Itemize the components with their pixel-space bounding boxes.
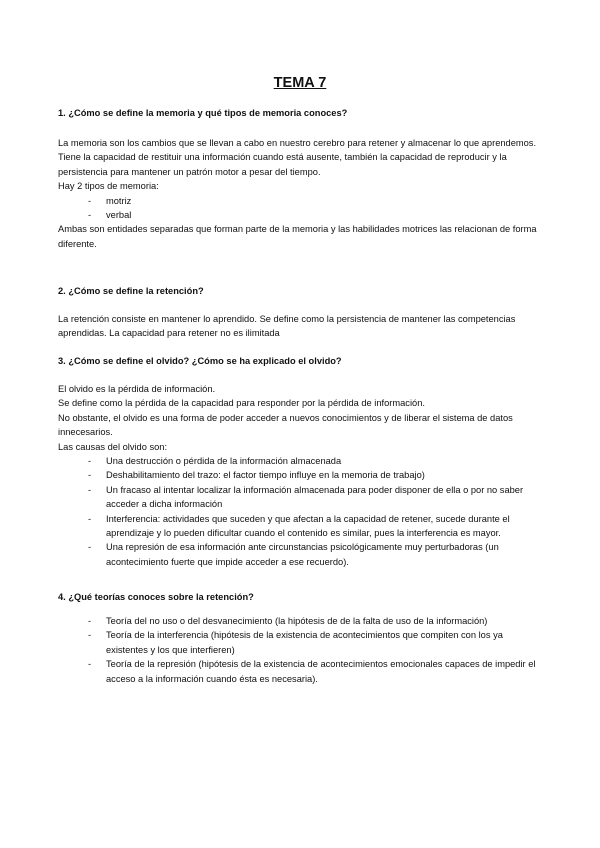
paragraph: La memoria son los cambios que se llevan a cabo en nuestro cerebro para retener y almacenar lo que aprendemos. [58, 138, 537, 148]
section-4 [58, 590, 540, 604]
list-item: - Teoría de la interferencia (hipótesis de la existencia de acontecimientos que compiten con los ya existentes y los que interfieren) [58, 628, 540, 657]
paragraph: No obstante, el olvido es una forma de poder acceder a nuevos conocimientos y de liberar el sistema de datos innecesarios. [58, 412, 513, 438]
section-2-body [58, 312, 540, 341]
paragraph: Ambas son entidades separadas que forman parte de la memoria y las habilidades motrices las relacionan de forma diferente. [58, 224, 537, 249]
question-3-heading: 3. ¿Cómo se define el olvido? ¿Cómo se ha explicado el olvido? [58, 356, 342, 366]
retention-theories-list [58, 614, 540, 686]
paragraph: El olvido es la pérdida de información. [58, 384, 216, 394]
section-1-body [58, 136, 540, 251]
list-item: - Interferencia: actividades que suceden y que afectan a la capacidad de retener, sucede durante el aprendizaje y lo pueden dificultar cuando el contenido es similar, pues la interferencia es mayor. [58, 512, 540, 541]
list-item: - verbal [58, 208, 540, 222]
section-4-body [58, 614, 540, 686]
paragraph: Hay 2 tipos de memoria: [58, 181, 159, 192]
list-item: - Teoría del no uso o del desvanecimiento (la hipótesis de de la falta de uso de la información) [58, 614, 540, 628]
list-item: - Una destrucción o pérdida de la información almacenada [58, 454, 540, 468]
section-3 [58, 354, 540, 368]
list-item: - Deshabilitamiento del trazo: el factor tiempo influye en la memoria de trabajo) [58, 468, 540, 482]
memory-types-list [58, 194, 540, 223]
question-4-heading: 4. ¿Qué teorías conoces sobre la retención? [58, 592, 254, 602]
question-1-heading: 1. ¿Cómo se define la memoria y qué tipos de memoria conoces? [58, 108, 348, 118]
paragraph: Tiene la capacidad de restituir una información cuando está ausente, también la capacidad de reproducir y la persistencia para mantener un patrón motor a pesar del tiempo. [58, 152, 507, 177]
list-item: - Teoría de la represión (hipótesis de la existencia de acontecimientos emocionales capaces de impedir el acceso a la información cuando ésta es necesaria). [58, 657, 540, 686]
paragraph: Se define como la pérdida de la capacidad para responder por la pérdida de información. [58, 398, 425, 409]
question-2-heading: 2. ¿Cómo se define la retención? [58, 286, 204, 296]
list-item: - motriz [58, 194, 540, 208]
section-3-body [58, 382, 540, 569]
page-title: TEMA 7 [273, 75, 327, 91]
list-item: - Un fracaso al intentar localizar la información almacenada para poder disponer de ella o por no saber acceder a dicha información [58, 483, 540, 512]
section-1 [58, 106, 540, 120]
list-item: - Una represión de esa información ante circunstancias psicológicamente muy perturbadoras (un acontecimiento fuerte que impide acceder a ese recuerdo). [58, 540, 540, 569]
forgetting-causes-list [58, 454, 540, 569]
paragraph: Las causas del olvido son: [58, 441, 168, 452]
section-2 [58, 284, 540, 298]
paragraph: La retención consiste en mantener lo aprendido. Se define como la persistencia de mantener las competencias aprendidas. La capacidad para retener no es ilimitada [58, 314, 516, 339]
